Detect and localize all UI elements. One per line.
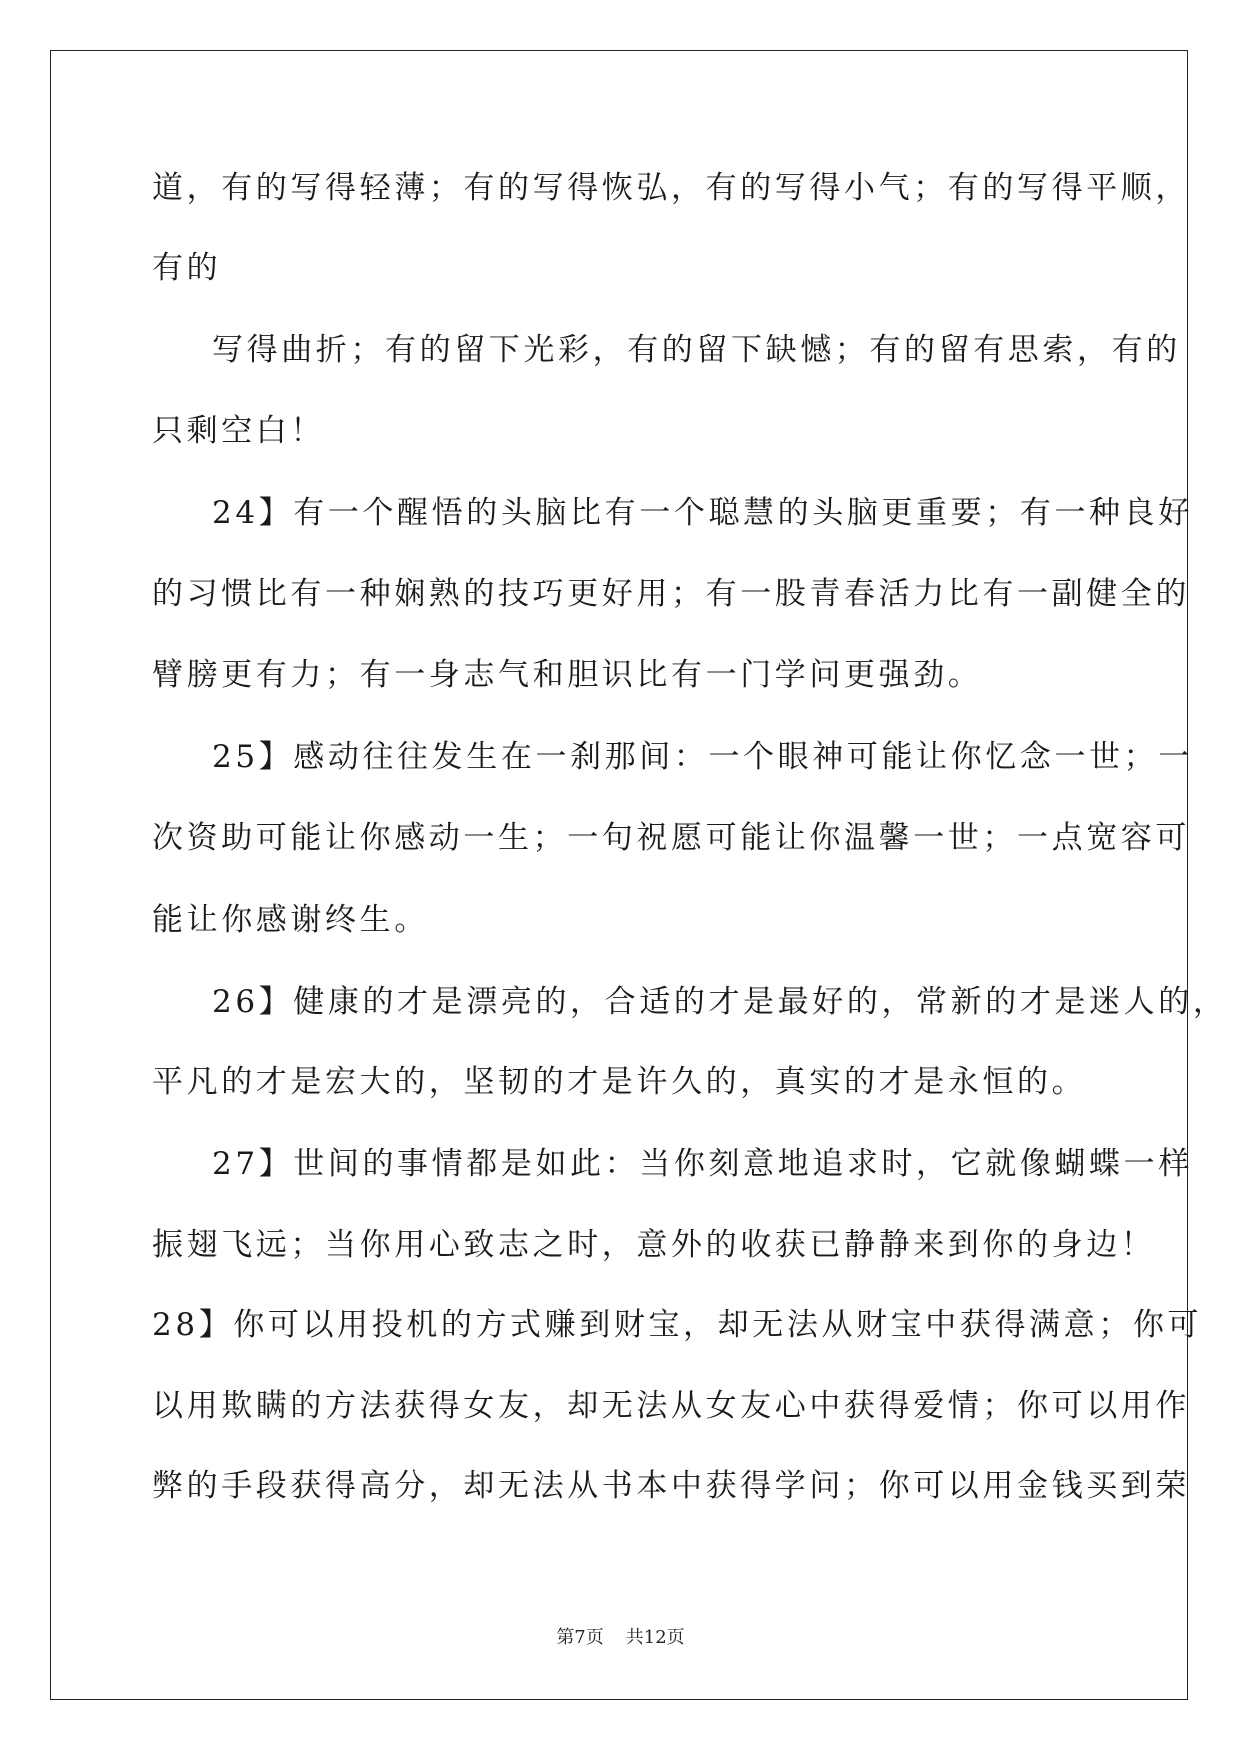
text-line: 次资助可能让你感动一生；一句祝愿可能让你温馨一世；一点宽容可 — [152, 820, 1190, 856]
text-line: 27】世间的事情都是如此：当你刻意地追求时，它就像蝴蝶一样 — [212, 1146, 1193, 1182]
text-line: 26】健康的才是漂亮的，合适的才是最好的，常新的才是迷人的， — [212, 984, 1228, 1020]
text-line: 臂膀更有力；有一身志气和胆识比有一门学问更强劲。 — [152, 657, 983, 693]
text-line: 25】感动往往发生在一刹那间：一个眼神可能让你忆念一世；一 — [212, 739, 1193, 775]
page-footer — [0, 1626, 1241, 1650]
text-line: 的习惯比有一种娴熟的技巧更好用；有一股青春活力比有一副健全的 — [152, 576, 1190, 612]
page-border — [50, 50, 1188, 1700]
text-line: 24】有一个醒悟的头脑比有一个聪慧的头脑更重要；有一种良好 — [212, 495, 1193, 531]
text-line: 道，有的写得轻薄；有的写得恢弘，有的写得小气；有的写得平顺， — [152, 170, 1190, 206]
text-line: 振翅飞远；当你用心致志之时，意外的收获已静静来到你的身边！ — [152, 1227, 1156, 1263]
page-total: 共12页 — [625, 1627, 685, 1648]
text-line: 能让你感谢终生。 — [152, 902, 429, 938]
text-line: 只剩空白！ — [152, 413, 325, 449]
text-line: 有的 — [152, 250, 222, 286]
page-number: 第7页 — [556, 1627, 604, 1648]
text-line: 写得曲折；有的留下光彩，有的留下缺憾；有的留有思索，有的 — [212, 332, 1181, 368]
text-line: 平凡的才是宏大的，坚韧的才是许久的，真实的才是永恒的。 — [152, 1064, 1087, 1100]
text-line: 28】你可以用投机的方式赚到财宝，却无法从财宝中获得满意；你可 — [152, 1307, 1203, 1343]
text-line: 以用欺瞒的方法获得女友，却无法从女友心中获得爱情；你可以用作 — [152, 1388, 1190, 1424]
text-line: 弊的手段获得高分，却无法从书本中获得学问；你可以用金钱买到荣 — [152, 1468, 1190, 1504]
